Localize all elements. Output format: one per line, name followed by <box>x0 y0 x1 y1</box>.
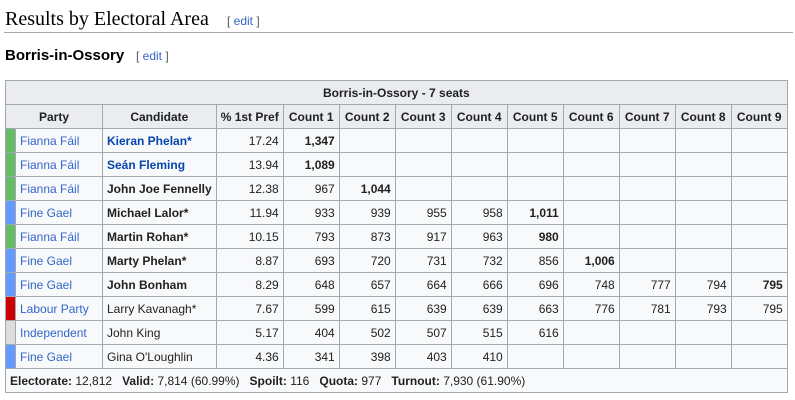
count-cell <box>731 153 787 177</box>
party-link[interactable]: Labour Party <box>20 301 89 316</box>
count-cell: 939 <box>339 201 395 225</box>
column-header: Count 8 <box>675 105 731 129</box>
candidate-cell: Larry Kavanagh* <box>103 297 217 321</box>
count-cell: 720 <box>339 249 395 273</box>
party-link[interactable]: Fine Gael <box>20 277 73 292</box>
column-header: Count 7 <box>619 105 675 129</box>
first-pref-cell: 4.36 <box>216 345 283 369</box>
count-cell: 341 <box>283 345 339 369</box>
count-cell <box>619 249 675 273</box>
count-cell <box>619 129 675 153</box>
count-cell: 615 <box>339 297 395 321</box>
party-link[interactable]: Fianna Fáil <box>20 133 80 148</box>
valid-value: 7,814 (60.99%) <box>157 373 240 388</box>
column-header: Candidate <box>103 105 217 129</box>
party-cell <box>16 177 103 201</box>
count-cell: 639 <box>451 297 507 321</box>
count-cell <box>507 129 563 153</box>
party-color-swatch <box>6 225 16 249</box>
subsection-edit-link[interactable]: edit <box>142 49 163 63</box>
column-header: Party <box>6 105 103 129</box>
party-cell <box>16 129 103 153</box>
count-cell: 1,089 <box>283 153 339 177</box>
count-cell: 748 <box>563 273 619 297</box>
count-cell <box>675 153 731 177</box>
party-link[interactable]: Fine Gael <box>20 205 73 220</box>
count-cell: 404 <box>283 321 339 345</box>
first-pref-cell: 8.87 <box>216 249 283 273</box>
count-cell <box>619 225 675 249</box>
candidate-cell: Michael Lalor* <box>103 201 217 225</box>
count-cell <box>563 129 619 153</box>
candidate-link[interactable]: Seán Fleming <box>107 157 186 172</box>
count-cell <box>451 153 507 177</box>
count-cell <box>619 321 675 345</box>
count-cell <box>675 345 731 369</box>
column-header: Count 5 <box>507 105 563 129</box>
count-cell: 515 <box>451 321 507 345</box>
party-cell <box>16 321 103 345</box>
count-cell: 1,006 <box>563 249 619 273</box>
party-color-swatch <box>6 153 16 177</box>
count-cell <box>675 321 731 345</box>
count-cell: 664 <box>395 273 451 297</box>
party-color-swatch <box>6 345 16 369</box>
count-cell: 1,347 <box>283 129 339 153</box>
count-cell: 793 <box>675 297 731 321</box>
count-cell <box>507 177 563 201</box>
table-row <box>6 153 788 177</box>
table-row <box>6 273 788 297</box>
count-cell: 777 <box>619 273 675 297</box>
quota-value: 977 <box>361 373 382 388</box>
count-cell: 403 <box>395 345 451 369</box>
results-table <box>5 80 788 393</box>
table-row <box>6 321 788 345</box>
count-cell: 933 <box>283 201 339 225</box>
count-cell: 980 <box>507 225 563 249</box>
column-header: Count 1 <box>283 105 339 129</box>
candidate-cell: Martin Rohan* <box>103 225 217 249</box>
count-cell <box>507 153 563 177</box>
count-cell: 793 <box>283 225 339 249</box>
candidate-cell <box>103 129 217 153</box>
party-color-swatch <box>6 321 16 345</box>
count-cell <box>563 177 619 201</box>
party-link[interactable]: Fine Gael <box>20 253 73 268</box>
party-color-swatch <box>6 249 16 273</box>
count-cell <box>563 345 619 369</box>
count-cell <box>675 225 731 249</box>
first-pref-cell: 13.94 <box>216 153 283 177</box>
header-row <box>6 105 788 129</box>
count-cell: 507 <box>395 321 451 345</box>
count-cell <box>675 249 731 273</box>
count-cell: 776 <box>563 297 619 321</box>
table-footer: Electorate: 12,812 Valid: 7,814 (60.99%) Spoilt: 116 Quota: 977 Turnout: 7,930 (61.90%) <box>6 369 788 393</box>
count-cell <box>731 201 787 225</box>
first-pref-cell: 17.24 <box>216 129 283 153</box>
table-row <box>6 297 788 321</box>
count-cell: 873 <box>339 225 395 249</box>
party-cell <box>16 225 103 249</box>
count-cell: 648 <box>283 273 339 297</box>
count-cell <box>451 177 507 201</box>
count-cell: 696 <box>507 273 563 297</box>
count-cell <box>731 345 787 369</box>
count-cell: 693 <box>283 249 339 273</box>
count-cell <box>731 225 787 249</box>
column-header: Count 9 <box>731 105 787 129</box>
count-cell: 795 <box>731 273 787 297</box>
table-row <box>6 129 788 153</box>
candidate-cell: John Bonham <box>103 273 217 297</box>
party-cell <box>16 345 103 369</box>
section-edit: [ edit ] <box>227 14 260 28</box>
count-cell <box>563 321 619 345</box>
count-cell: 794 <box>675 273 731 297</box>
count-cell <box>619 153 675 177</box>
count-cell: 732 <box>451 249 507 273</box>
count-cell <box>507 345 563 369</box>
count-cell <box>619 177 675 201</box>
count-cell <box>563 201 619 225</box>
column-header: Count 4 <box>451 105 507 129</box>
count-cell: 502 <box>339 321 395 345</box>
section-edit-link[interactable]: edit <box>233 14 254 28</box>
first-pref-cell: 11.94 <box>216 201 283 225</box>
count-cell: 856 <box>507 249 563 273</box>
count-cell <box>619 201 675 225</box>
count-cell <box>675 201 731 225</box>
party-cell <box>16 153 103 177</box>
column-header: Count 2 <box>339 105 395 129</box>
party-cell <box>16 249 103 273</box>
count-cell <box>731 249 787 273</box>
party-link[interactable]: Fianna Fáil <box>20 157 80 172</box>
count-cell: 663 <box>507 297 563 321</box>
first-pref-cell: 5.17 <box>216 321 283 345</box>
count-cell <box>451 129 507 153</box>
party-link[interactable]: Fianna Fáil <box>20 229 80 244</box>
party-color-swatch <box>6 201 16 225</box>
count-cell <box>339 129 395 153</box>
table-caption: Borris-in-Ossory - 7 seats <box>6 81 788 105</box>
party-color-swatch <box>6 177 16 201</box>
count-cell: 795 <box>731 297 787 321</box>
count-cell <box>339 153 395 177</box>
first-pref-cell: 8.29 <box>216 273 283 297</box>
party-color-swatch <box>6 297 16 321</box>
count-cell: 1,044 <box>339 177 395 201</box>
subsection-edit: [ edit ] <box>136 49 169 63</box>
table-row <box>6 201 788 225</box>
count-cell <box>731 321 787 345</box>
count-cell <box>395 153 451 177</box>
column-header: Count 6 <box>563 105 619 129</box>
candidate-cell <box>103 153 217 177</box>
party-cell <box>16 273 103 297</box>
candidate-link[interactable]: Kieran Phelan* <box>107 133 192 148</box>
table-row <box>6 177 788 201</box>
party-color-swatch <box>6 273 16 297</box>
party-cell <box>16 201 103 225</box>
count-cell <box>619 345 675 369</box>
candidate-cell: John King <box>103 321 217 345</box>
count-cell: 666 <box>451 273 507 297</box>
subsection-title: Borris-in-Ossory <box>5 47 125 64</box>
first-pref-cell: 12.38 <box>216 177 283 201</box>
first-pref-cell: 7.67 <box>216 297 283 321</box>
turnout-value: 7,930 (61.90%) <box>443 373 526 388</box>
count-cell <box>675 177 731 201</box>
count-cell <box>395 129 451 153</box>
count-cell <box>395 177 451 201</box>
spoilt-value: 116 <box>290 373 310 388</box>
count-cell <box>675 129 731 153</box>
electorate-value: 12,812 <box>75 373 113 388</box>
count-cell: 398 <box>339 345 395 369</box>
party-cell <box>16 297 103 321</box>
column-header: Count 3 <box>395 105 451 129</box>
count-cell <box>563 225 619 249</box>
count-cell: 1,011 <box>507 201 563 225</box>
column-header: % 1st Pref <box>216 105 283 129</box>
party-color-swatch <box>6 129 16 153</box>
count-cell: 599 <box>283 297 339 321</box>
count-cell <box>563 153 619 177</box>
count-cell <box>731 177 787 201</box>
table-row <box>6 249 788 273</box>
table-row <box>6 225 788 249</box>
party-link[interactable]: Independent <box>20 325 87 340</box>
count-cell: 410 <box>451 345 507 369</box>
count-cell: 917 <box>395 225 451 249</box>
first-pref-cell: 10.15 <box>216 225 283 249</box>
count-cell: 731 <box>395 249 451 273</box>
party-link[interactable]: Fine Gael <box>20 349 73 364</box>
count-cell: 639 <box>395 297 451 321</box>
count-cell: 958 <box>451 201 507 225</box>
candidate-cell: Gina O'Loughlin <box>103 345 217 369</box>
count-cell <box>731 129 787 153</box>
party-link[interactable]: Fianna Fáil <box>20 181 80 196</box>
section-title: Results by Electoral Area <box>5 8 209 30</box>
count-cell: 967 <box>283 177 339 201</box>
count-cell: 657 <box>339 273 395 297</box>
candidate-cell: John Joe Fennelly <box>103 177 217 201</box>
section-heading <box>4 2 793 33</box>
table-row <box>6 345 788 369</box>
count-cell: 616 <box>507 321 563 345</box>
count-cell: 955 <box>395 201 451 225</box>
candidate-cell: Marty Phelan* <box>103 249 217 273</box>
count-cell: 781 <box>619 297 675 321</box>
count-cell: 963 <box>451 225 507 249</box>
